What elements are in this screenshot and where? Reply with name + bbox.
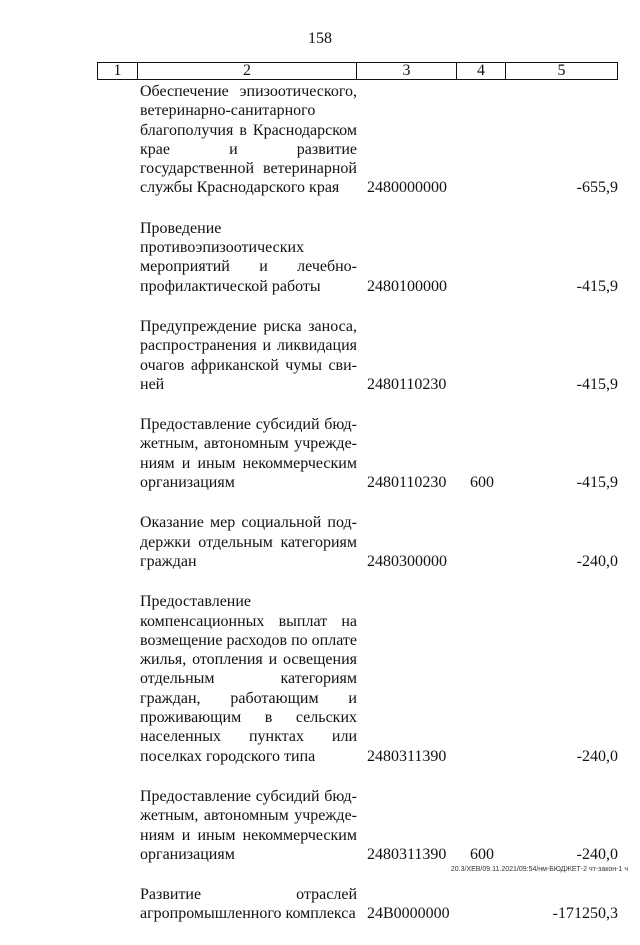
row-amount: -415,9 (576, 375, 618, 393)
header-col-1: 1 (98, 63, 138, 79)
row-amount: -415,9 (576, 277, 618, 295)
row-amount: -240,0 (576, 845, 618, 863)
row-code: 2480311390 (367, 845, 447, 863)
row-amount: -240,0 (576, 747, 618, 765)
table-row (0, 219, 640, 296)
header-col-3: 3 (357, 63, 457, 79)
row-amount: -415,9 (576, 474, 618, 492)
row-name: Предупреждение риска заноса, распространения и ликвидация очагов африканской чумы свиней (140, 317, 357, 393)
row-name: Предоставление субсидий бюджетным, автономным учреждениям и иным некоммерческим организациям (140, 416, 357, 492)
row-code: 2480110230 (367, 375, 447, 393)
table-row (0, 513, 640, 571)
row-amount: -171250,3 (552, 905, 618, 923)
table-row (0, 787, 640, 864)
document-footer-stamp: 20.3/ХЕВ/09.11.2021/09:54/нм-БЮДЖЕТ-2 чт-закон-1 ч (450, 866, 628, 873)
row-code: 24В0000000 (367, 905, 450, 923)
header-col-5: 5 (557, 62, 566, 79)
row-name: Предоставление компенсационных выплат на возмещение расходов по оплате жилья, отопления и освещения отдельным категориям граждан, работающим и проживающим в сельских населенных пунктах или поселках городского типа (140, 593, 357, 765)
budget-table-body (0, 82, 640, 945)
row-code: 2480100000 (367, 277, 447, 295)
row-code: 2480311390 (367, 747, 447, 765)
row-amount: -655,9 (576, 179, 618, 197)
table-header (97, 62, 618, 80)
table-row (0, 415, 640, 492)
header-col-4: 4 (457, 63, 506, 79)
row-name: Развитие отраслей агропромышленного комплекса (140, 886, 357, 923)
header-col-2: 2 (138, 63, 357, 79)
row-name: Оказание мер социальной поддержки отдельным категориям граждан (140, 514, 357, 570)
table-row (0, 885, 640, 924)
row-name: Предоставление субсидий бюджетным, автономным учреждениям и иным некоммерческим организациям (140, 787, 357, 863)
row-type: 600 (470, 474, 494, 492)
row-amount: -240,0 (576, 552, 618, 570)
row-code: 2480300000 (367, 552, 447, 570)
row-code: 2480110230 (367, 474, 447, 492)
row-name: Проведение противоэпизоотических мероприятий и лечебно-профилактической работы (140, 219, 357, 295)
table-row (0, 317, 640, 394)
row-code: 2480000000 (367, 179, 447, 197)
table-row (0, 82, 640, 198)
row-name: Обеспечение эпизоотического, ветеринарно-санитарного благополучия в Краснодарском крае и развитие государственной ветеринарной службы Краснодарского края (140, 83, 357, 197)
page-number: 158 (308, 30, 332, 47)
row-type: 600 (470, 845, 494, 863)
table-row (0, 592, 640, 766)
